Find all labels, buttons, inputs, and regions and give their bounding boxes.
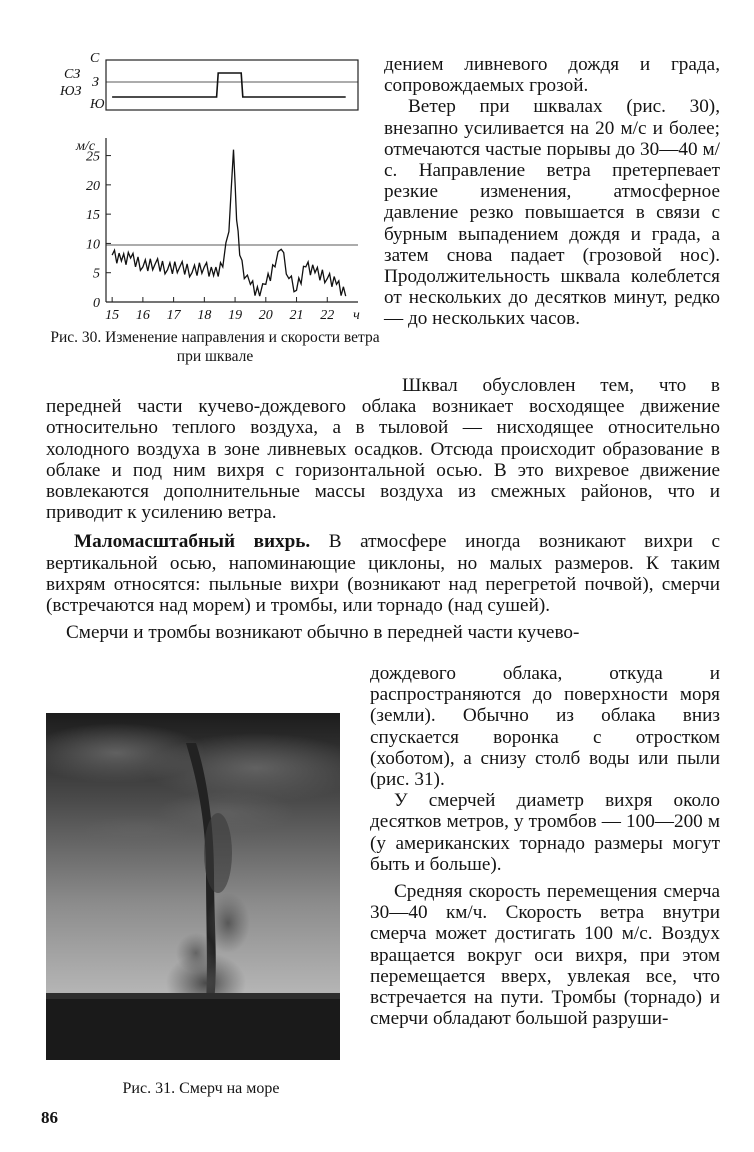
speed-x-tick-label: 20 bbox=[258, 308, 273, 323]
direction-chart-frame bbox=[106, 60, 358, 110]
speed-series-line bbox=[112, 150, 346, 296]
figure-30-caption: Рис. 30. Изменение направления и скорости ветра при шквале bbox=[50, 329, 380, 365]
speed-y-unit: м/с bbox=[76, 139, 96, 154]
right-column-top bbox=[384, 54, 720, 330]
speed-x-tick-label: ч bbox=[353, 308, 360, 323]
paragraph: Средняя скорость перемещения смерча 30—40 км/ч. Скорость ветра внутри смерча может достигать 100 м/с. Воздух вращается вокруг оси вихря, при этом перемещается вверх, увлекая все, что встречается на пути. Тромбы (торнадо) и смерчи обладают большой разруши- bbox=[370, 881, 720, 1030]
section-heading: Маломасштабный вихрь. bbox=[74, 531, 311, 553]
paragraph: дождевого облака, откуда и распространяются до поверхности моря (земли). Обычно из облака вниз спускается воронка с отростком (хоботом), а снизу столб воды или пыли (рис. 31). bbox=[370, 663, 720, 791]
direction-tick-label: З bbox=[92, 75, 99, 90]
page-number: 86 bbox=[41, 1108, 58, 1127]
direction-tick-label: С bbox=[90, 51, 100, 66]
paragraph: Шквал обусловлен тем, что в передней части кучево-дождевого облака возникает восходящее движение относительно теплого воздуха, а в тыловой — нисходящее относительно холодного воздуха в зоне ливневых осадков. Отсюда происходит образование в облаке и под ним вихря с горизонтальной осью. В это вихревое движение вовлекаются дополнительные массы воздуха из смежных районов, что и приводит к усилению ветра. bbox=[46, 375, 720, 524]
speed-y-tick-label: 15 bbox=[86, 208, 100, 224]
wind-speed-chart bbox=[75, 138, 360, 323]
direction-tick-label: СЗ bbox=[64, 67, 81, 82]
sea-surface bbox=[46, 996, 340, 1060]
figure-30-charts bbox=[40, 46, 370, 326]
speed-x-tick-label: 15 bbox=[105, 308, 120, 323]
full-width-text bbox=[46, 375, 720, 643]
speed-y-tick-label: 25 bbox=[86, 149, 100, 165]
speed-y-tick-label: 0 bbox=[93, 296, 100, 311]
speed-y-tick-label: 5 bbox=[93, 266, 100, 282]
direction-tick-label: Ю bbox=[90, 97, 105, 112]
paragraph-text: В атмосфере иногда возникают вихри с вертикальной осью, напоминающие циклоны, но малых размеров. К таким вихрям относятся: пыльные вихри (возникают над перегретой почвой), смерчи (встречаются над морем) и тромбы, или торнадо (над сушей). bbox=[46, 531, 720, 617]
speed-x-tick-label: 16 bbox=[135, 308, 150, 323]
waterspout-photo bbox=[46, 713, 340, 1060]
paragraph bbox=[46, 531, 720, 616]
figure-31-caption: Рис. 31. Смерч на море bbox=[122, 1080, 280, 1097]
speed-y-ticks bbox=[86, 150, 111, 311]
direction-tick-label: ЮЗ bbox=[60, 84, 82, 99]
speed-x-ticks bbox=[105, 297, 360, 323]
speed-x-tick-label: 22 bbox=[320, 308, 335, 323]
speed-y-tick-label: 10 bbox=[86, 237, 100, 253]
speed-x-tick-label: 18 bbox=[197, 308, 212, 323]
paragraph: дением ливневого дождя и града, сопровождаемых грозой. bbox=[384, 54, 720, 97]
speed-x-tick-label: 19 bbox=[228, 308, 243, 323]
right-column-bottom bbox=[370, 663, 720, 1029]
speed-x-tick-label: 17 bbox=[166, 308, 181, 323]
paragraph: У смерчей диаметр вихря около десятков метров, у тромбов — 100—200 м (у американских торнадо размеры могут быть и больше). bbox=[370, 790, 720, 875]
paragraph: Смерчи и тромбы возникают обычно в передней части кучево- bbox=[66, 622, 580, 644]
figure-31-photo bbox=[46, 713, 340, 1060]
direction-series-line bbox=[112, 73, 346, 97]
speed-y-tick-label: 20 bbox=[86, 178, 100, 194]
wind-direction-chart bbox=[59, 51, 358, 112]
speed-x-tick-label: 21 bbox=[289, 308, 304, 323]
paragraph: Ветер при шквалах (рис. 30), внезапно усиливается на 20 м/с и более; отмечаются частые порывы до 30—40 м/с. Направление ветра претерпевает резкие изменения, атмосферное давление резко повышается в связи с бурным выпадением дождя и града, а затем снова падает (грозовой нос). Продолжительность шквала колеблется от нескольких до десятков минут, редко — до нескольких часов. bbox=[384, 96, 720, 330]
